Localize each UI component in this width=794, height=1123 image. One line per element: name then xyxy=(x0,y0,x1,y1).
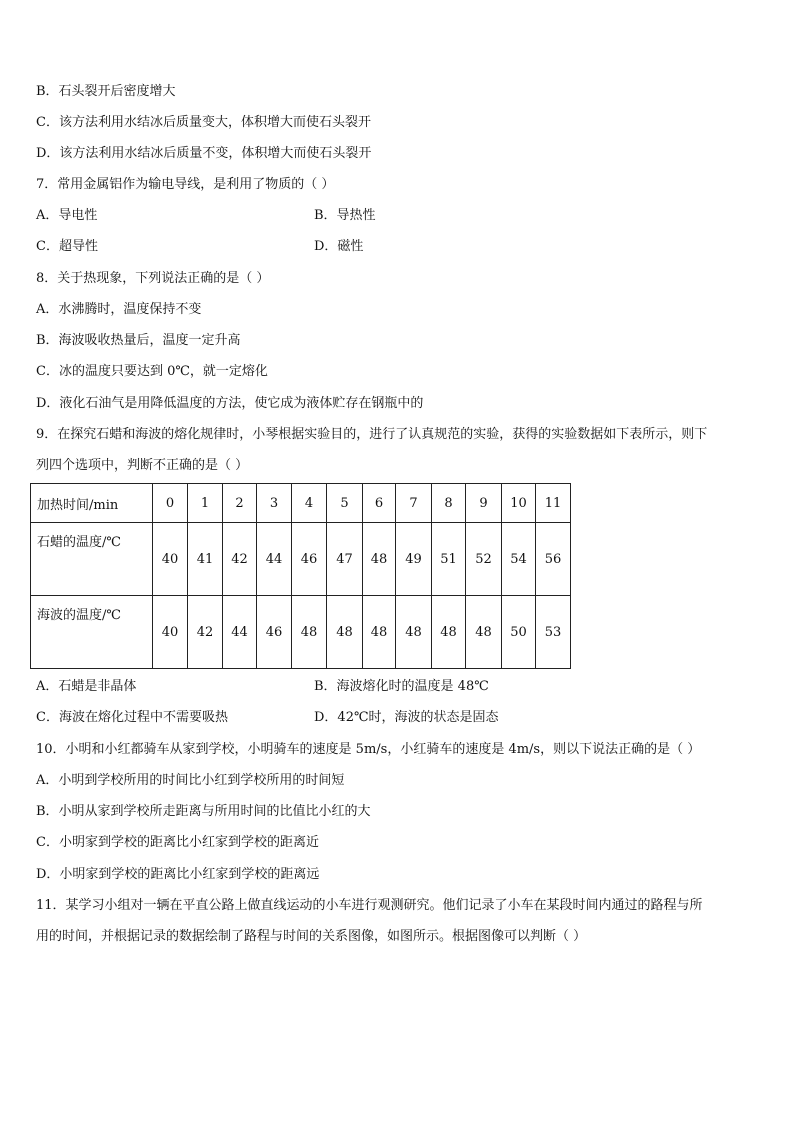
table-cell: 47 xyxy=(327,523,363,596)
question-9-option-b: B．海波熔化时的温度是 48℃ xyxy=(314,679,489,694)
question-8-option-d: D．液化石油气是用降低温度的方法，使它成为液体贮存在钢瓶中的 xyxy=(36,396,424,411)
question-7-option-a: A．导电性 xyxy=(36,208,98,223)
table-cell: 41 xyxy=(188,523,223,596)
table-cell: 48 xyxy=(432,596,466,669)
table-header-row xyxy=(31,484,571,523)
table-header-cell: 7 xyxy=(396,484,432,523)
table-cell: 42 xyxy=(188,596,223,669)
question-7-option-d: D．磁性 xyxy=(314,239,364,254)
table-cell: 40 xyxy=(153,523,188,596)
melting-data-table xyxy=(30,483,571,669)
table-row-paraffin xyxy=(31,523,571,596)
question-7-option-c: C．超导性 xyxy=(36,239,98,254)
table-cell: 56 xyxy=(536,523,571,596)
table-cell: 42 xyxy=(223,523,257,596)
table-cell: 40 xyxy=(153,596,188,669)
table-header-cell: 5 xyxy=(327,484,363,523)
table-cell: 48 xyxy=(327,596,363,669)
table-row-label: 海波的温度/℃ xyxy=(31,596,153,669)
table-header-cell: 6 xyxy=(363,484,396,523)
question-10-stem: 10．小明和小红都骑车从家到学校，小明骑车的速度是 5m/s，小红骑车的速度是 4m/s，则以下说法正确的是（ ） xyxy=(36,742,701,757)
table-cell: 46 xyxy=(257,596,292,669)
question-11-stem-line-2: 用的时间，并根据记录的数据绘制了路程与时间的关系图像，如图所示。根据图像可以判断（ ） xyxy=(36,929,587,944)
table-cell: 53 xyxy=(536,596,571,669)
question-8-option-a: A．水沸腾时，温度保持不变 xyxy=(36,302,202,317)
question-6-option-b: B．石头裂开后密度增大 xyxy=(36,84,176,99)
question-6-option-d: D．该方法利用水结冰后质量不变，体积增大而使石头裂开 xyxy=(36,146,372,161)
table-row-label: 石蜡的温度/℃ xyxy=(31,523,153,596)
table-cell: 44 xyxy=(257,523,292,596)
question-7-stem: 7．常用金属铝作为输电导线，是利用了物质的（ ） xyxy=(36,177,335,192)
question-9-stem-line-2: 列四个选项中，判断不正确的是（ ） xyxy=(36,458,249,473)
table-cell: 52 xyxy=(466,523,502,596)
question-7-option-b: B．导热性 xyxy=(314,208,376,223)
question-10-option-d: D．小明家到学校的距离比小红家到学校的距离远 xyxy=(36,867,320,882)
question-10-option-a: A．小明到学校所用的时间比小红到学校所用的时间短 xyxy=(36,773,345,788)
question-9-option-d: D．42℃时，海波的状态是固态 xyxy=(314,710,499,725)
table-cell: 46 xyxy=(292,523,327,596)
table-cell: 49 xyxy=(396,523,432,596)
table-header-cell: 加热时间/min xyxy=(31,484,153,523)
question-9-option-c: C．海波在熔化过程中不需要吸热 xyxy=(36,710,228,725)
table-header-cell: 1 xyxy=(188,484,223,523)
question-9-stem-line-1: 9．在探究石蜡和海波的熔化规律时，小琴根据实验目的，进行了认真规范的实验，获得的实验数据如下表所示，则下 xyxy=(36,427,708,442)
question-11-stem-line-1: 11．某学习小组对一辆在平直公路上做直线运动的小车进行观测研究。他们记录了小车在某段时间内通过的路程与所 xyxy=(36,898,703,913)
table-header-cell: 11 xyxy=(536,484,571,523)
table-header-cell: 9 xyxy=(466,484,502,523)
table-cell: 48 xyxy=(396,596,432,669)
table-header-cell: 10 xyxy=(502,484,536,523)
table-header-cell: 0 xyxy=(153,484,188,523)
table-header-cell: 8 xyxy=(432,484,466,523)
table-cell: 48 xyxy=(363,523,396,596)
table-header-cell: 2 xyxy=(223,484,257,523)
question-6-option-c: C．该方法利用水结冰后质量变大，体积增大而使石头裂开 xyxy=(36,115,371,130)
table-cell: 51 xyxy=(432,523,466,596)
table-cell: 44 xyxy=(223,596,257,669)
question-8-option-c: C．冰的温度只要达到 0℃，就一定熔化 xyxy=(36,364,268,379)
table-cell: 48 xyxy=(466,596,502,669)
question-9-option-a: A．石蜡是非晶体 xyxy=(36,679,137,694)
question-8-option-b: B．海波吸收热量后，温度一定升高 xyxy=(36,333,241,348)
table-header-cell: 4 xyxy=(292,484,327,523)
table-cell: 50 xyxy=(502,596,536,669)
question-8-stem: 8．关于热现象，下列说法正确的是（ ） xyxy=(36,271,270,286)
table-row-hypo xyxy=(31,596,571,669)
question-10-option-b: B．小明从家到学校所走距离与所用时间的比值比小红的大 xyxy=(36,804,371,819)
table-cell: 54 xyxy=(502,523,536,596)
table-cell: 48 xyxy=(292,596,327,669)
question-10-option-c: C．小明家到学校的距离比小红家到学校的距离近 xyxy=(36,835,319,850)
table-cell: 48 xyxy=(363,596,396,669)
table-header-cell: 3 xyxy=(257,484,292,523)
